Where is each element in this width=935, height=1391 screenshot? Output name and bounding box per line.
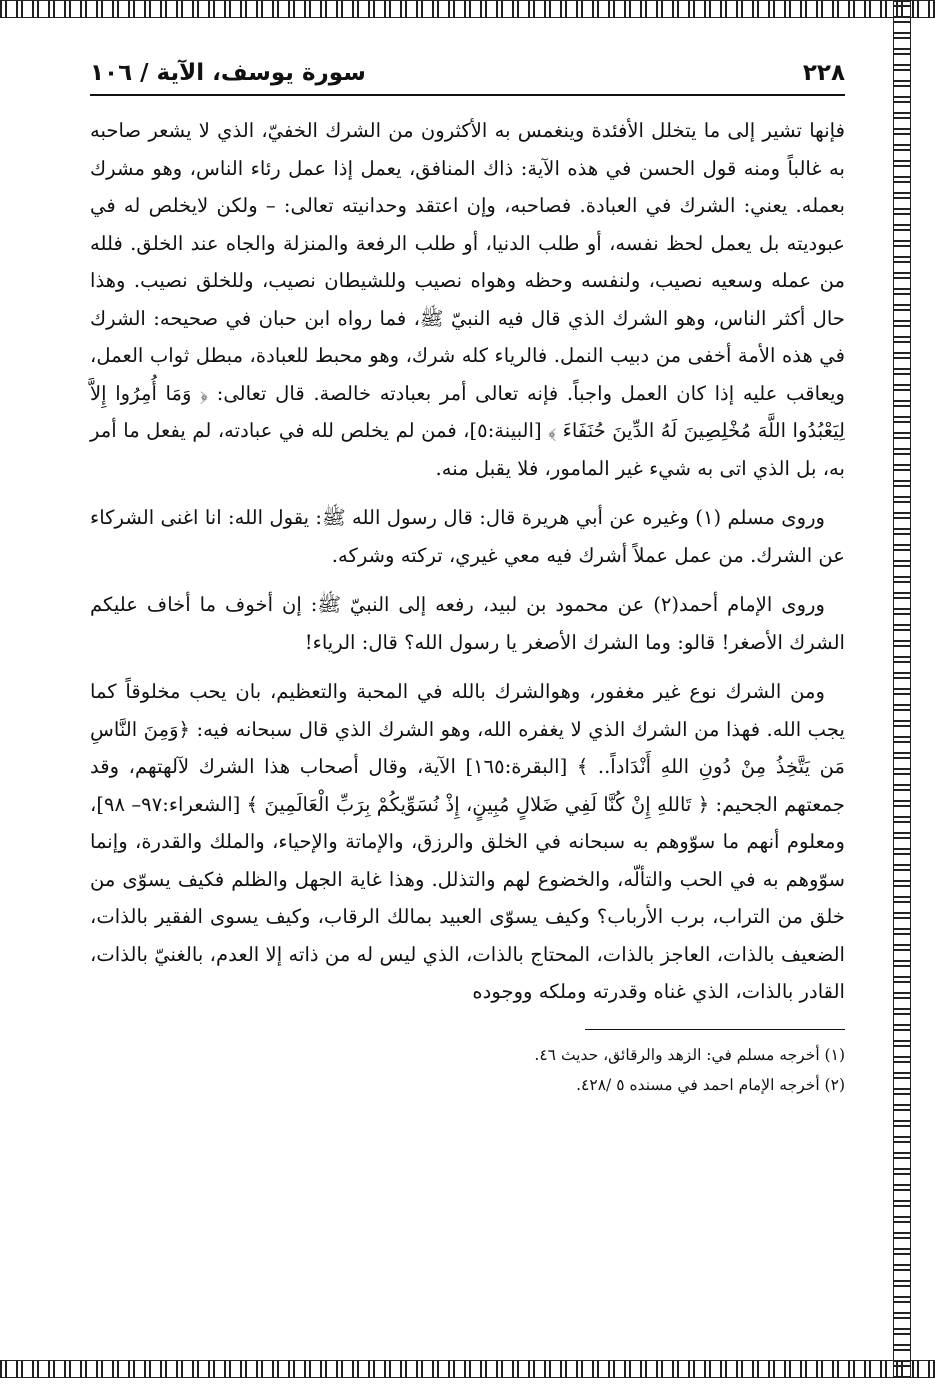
decorative-border-right bbox=[893, 0, 911, 1378]
footnote-2: (٢) أخرجه الإمام احمد في مسنده ٥ /٤٢٨. bbox=[576, 1075, 845, 1094]
paragraph-3: وروى الإمام أحمد(٢) عن محمود بن لبيد، رفعه إلى النبيّ ﷺ: إن أخوف ما أخاف عليكم الشرك الأصغر! قالو: وما الشرك الأصغر يا رسول الله؟ قال: الرياء! bbox=[90, 593, 845, 654]
page-header bbox=[90, 60, 845, 96]
footnote-1: (١) أخرجه مسلم في: الزهد والرقائق، حديث ٤٦. bbox=[534, 1045, 845, 1064]
running-title: سورة يوسف، الآية / ١٠٦ bbox=[90, 60, 366, 86]
paragraph-4: ومن الشرك نوع غير مغفور، وهوالشرك بالله في المحبة والتعظيم، بان يحب مخلوقاً كما يجب الله. فهذا من الشرك الذي لا يغفره الله، وهو الشرك الذي قال سبحانه فيه: ﴿وَمِنَ النَّاسِ مَن يَتَّخِذُ مِنْ دُونِ اللهِ أَنْدَاداً.. ﴾ [البقرة:١٦٥] الآية، وقال أصحاب هذا الشرك لآلهتهم، وقد جمعتهم الجحيم: ﴿ تَاللهِ إِنْ كُنَّا لَفِي ضَلالٍ مُبِينٍ، إِذْ نُسَوِّيكُمْ بِرَبِّ الْعَالَمِينَ ﴾ [الشعراء:٩٧– ٩٨]، ومعلوم أنهم ما سوّوهم به سبحانه في الخلق والرزق، والإماتة والإحياء، والملك والقدرة، وإنما سوّوهم به في الحب والتألّه، والخضوع لهم والتذلل. وهذا غاية الجهل والظلم فكيف يسوّى من خلق من التراب، برب الأرباب؟ وكيف يسوّى العبيد بمالك الرقاب، وكيف يسوى الفقير بالذات، الضعيف بالذات، العاجز بالذات، المحتاج بالذات، الذي ليس له من ذاته إلا العدم، بالغنيّ بالذات، القادر بالذات، الذي غناه وقدرته وملكه ووجوده bbox=[90, 680, 845, 1003]
book-page bbox=[90, 60, 845, 1100]
decorative-border-bottom bbox=[0, 1360, 935, 1378]
paragraph-1: فإنها تشير إلى ما يتخلل الأفئدة وينغمس به الأكثرون من الشرك الخفيّ، الذي لا يشعر صاحبه به غالباً ومنه قول الحسن في هذه الآية: ذاك المنافق، يعمل إذا عمل رئاء الناس، وهو مشرك بعمله. يعني: الشرك في العبادة. فصاحبه، وإن اعتقد وحدانيته تعالى: – ولكن لايخلص له في عبوديته بل يعمل لحظ نفسه، أو طلب الدنيا، أو طلب الرفعة والمنزلة والجاه عند الخلق. فلله من عمله وسعيه نصيب، ولنفسه وحظه وهواه نصيب وللشيطان نصيب، وللخلق نصيب. وهذا حال أكثر الناس، وهو الشرك الذي قال فيه النبيّ ﷺ، فما رواه ابن حبان في صحيحه: الشرك في هذه الأمة أخفى من دبيب النمل. فالرياء كله شرك، وهو محبط للعبادة، مبطل ثواب العمل، ويعاقب عليه إذا كان العمل واجباً. فإنه تعالى أمر بعبادته خالصة. قال تعالى: ﴿ وَمَا أُمِرُوا إِلاَّ لِيَعْبُدُوا اللَّهَ مُخْلِصِينَ لَهُ الدِّينَ حُنَفَاءَ ﴾ [البينة:٥]، فمن لم يخلص لله في عبادته، لم يفعل ما أمر به، بل الذي اتى به شيء غير المامور، فلا يقبل منه. bbox=[90, 119, 845, 480]
footnotes bbox=[90, 1040, 845, 1100]
footnote-separator bbox=[585, 1029, 845, 1030]
paragraph-2: وروى مسلم (١) وغيره عن أبي هريرة قال: قال رسول الله ﷺ: يقول الله: انا اغنى الشركاء عن الشرك. من عمل عملاً أشرك فيه معي غيري، تركته وشركه. bbox=[90, 506, 845, 567]
page-number: ٢٢٨ bbox=[802, 60, 845, 86]
decorative-border-top bbox=[0, 0, 935, 18]
main-text bbox=[90, 112, 845, 1011]
